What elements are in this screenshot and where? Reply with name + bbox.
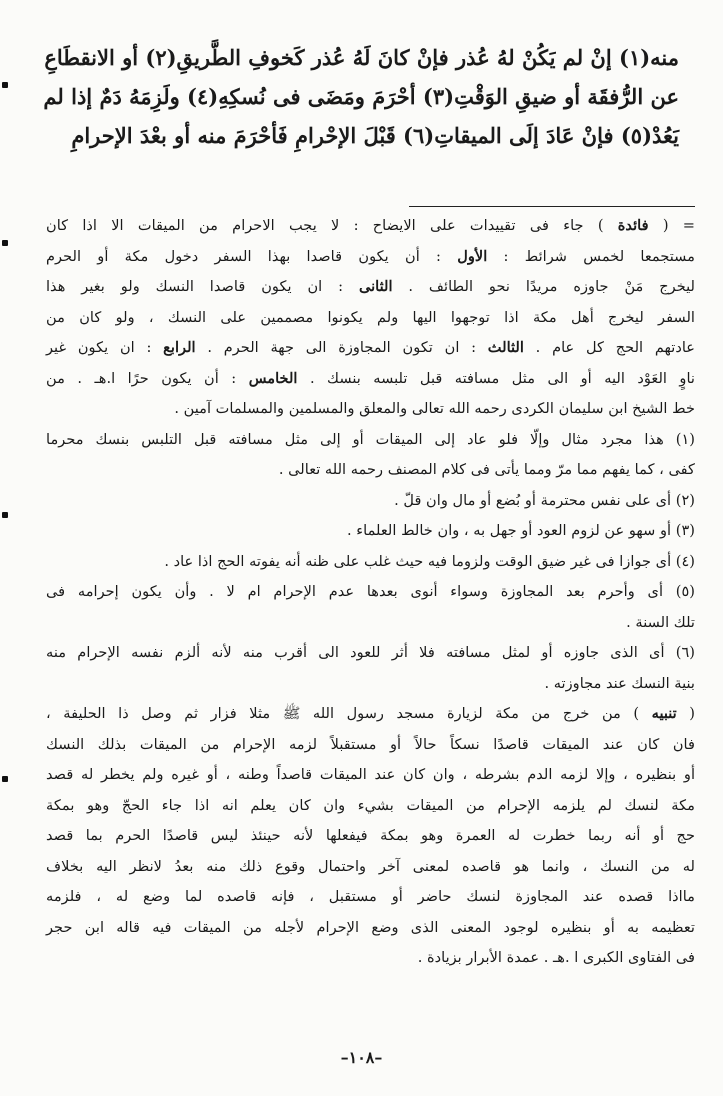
footnote-line [46, 791, 695, 822]
footnote-keyword: الخامس [248, 369, 298, 387]
footnote-keyword: فائدة [617, 217, 649, 234]
footnote-text: (٣) أو سهو عن لزوم العود أو جهل به ، وان خالط العلماء . [347, 522, 695, 539]
footnote-line [46, 242, 695, 273]
footnote-line [46, 852, 695, 883]
footnote-text: (٥) أى وأحرم بعد المجاوزة وسواء أنوى بعدها عدم الإحرام ام لا . وأن يكون إحرامه فى [46, 583, 695, 600]
footnote-text: مكة لنسك لم يلزمه الإحرام من الميقات بشيء وان كان يعلم انه اذا جاء الحجّ وهو بمكة [46, 796, 695, 814]
footnote-line [46, 730, 695, 761]
footnote-keyword: الرابع [163, 339, 196, 356]
footnote-text: فى الفتاوى الكبرى ا .هـ . عمدة الأبرار بزيادة . [417, 949, 695, 966]
footnote-keyword: الثانى [358, 278, 393, 295]
scan-mark [2, 82, 8, 88]
main-line: يَعُدْ(٥) فإنْ عَادَ إلَى الميقاتِ(٦) قَبْلَ الإحْرامِ فَأحْرَمَ منه أو بعْدَ الإحرامِ [71, 123, 679, 148]
footnote-keyword: تنبيه [651, 705, 677, 722]
footnote-text: مستجمعا لخمس شرائط : [487, 247, 696, 265]
footnote-text: بنية النسك عند مجاوزته . [544, 674, 695, 692]
footnote-text: تلك السنة . [626, 613, 695, 631]
footnote-line [46, 486, 695, 517]
footnote-text: أو بنظيره ، وإلا لزمه الدم بشرطه ، وان كان عند الميقات قاصداً وطنه ، أو غيره ولم يخطر له قصد [46, 766, 695, 783]
footnote-text: (٤) أى جوازا فى غير ضيق الوقت ولزوما فيه حيث غلب على ظنه أنه يفوته الحج اذا عاد . [164, 552, 695, 570]
footnote-line [46, 577, 695, 608]
footnote-text: : ان تكون المجاوزة الى جهة الحرم . [195, 339, 488, 356]
footnote-text: عادتهم الحج كل عام . [523, 339, 695, 356]
footnote-line [46, 608, 695, 639]
footnotes [46, 211, 695, 974]
main-line: منه(١) إنْ لم يَكُنْ لهُ عُذر فإنْ كانَ لَهُ عُذر كَخوفِ الطَّريقِ(٢) أو الانقطَاعِ [44, 45, 679, 70]
main-line: عن الرُّفقَة أو ضيقِ الوَقْتِ(٣) أحْرَمَ ومَضَى فى نُسكِهِ(٤) ولَزِمَهُ دَمٌ إذا لم [43, 84, 679, 109]
footnote-text: مااذا قصده عند المجاوزة لنسك حاضر أو مستقبل ، فإنه قاصده لما وضع له ، فلزمه [46, 888, 695, 905]
footnote-text: : أن يكون حرًا ا.هـ . من [46, 369, 249, 387]
footnote-line [46, 364, 695, 395]
footnote-keyword: الأول [457, 247, 488, 265]
footnote-line [46, 638, 695, 669]
footnote-line [46, 913, 695, 944]
footnote-line [46, 425, 695, 456]
footnote-text: : ان يكون غير [46, 339, 164, 356]
footnote-text: تعظيمه به أو بنظيره لوجود المعنى الذى وضع الإحرام لأجله من الميقات فيه قاله ابن حجر [46, 918, 695, 936]
scan-mark [2, 512, 8, 518]
footnote-text: = ( [648, 217, 695, 234]
footnote-line [46, 272, 695, 303]
main-text [43, 38, 679, 155]
footnote-text: (٢) أى على نفس محترمة أو بُضع أو مال وان قلّ . [394, 491, 695, 509]
footnote-text: (٦) أى الذى جاوزه أو لمثل مسافته فلا أثر للعود الى أقرب منه لأنه ألزم نفسه الإحرام منه [46, 644, 695, 661]
footnote-line [46, 516, 695, 547]
footnote-line [46, 394, 695, 425]
page-number: –١٠٨– [340, 1048, 383, 1067]
footnote-separator [409, 206, 695, 207]
footnote-text: السفر ليخرج أهل مكة اذا توجهوا اليها ولم يكونوا مصممين على النسك ، ولو كان من [46, 308, 695, 326]
footnote-line [46, 669, 695, 700]
footnote-text: كفى ، كما يفهم مما مرّ ومما يأتى فى كلام المصنف رحمه الله تعالى . [278, 461, 695, 478]
footnote-line [46, 760, 695, 791]
footnote-text: ( [676, 705, 695, 722]
footnote-text: ليخرج مَنْ جاوزه مريدًا نحو الطائف . [392, 278, 696, 295]
footnote-line [46, 211, 695, 242]
scan-mark [2, 776, 8, 782]
scan-mark [2, 240, 8, 246]
footnote-line [46, 333, 695, 364]
footnote-text: : أن يكون قاصدا بهذا السفر دخول مكة أو الحرم [46, 247, 458, 265]
footnote-text: : ان يكون قاصدا النسك ولو بغير هذا [46, 278, 359, 295]
footnote-text: ناوٍ العَوْد اليه أو الى مثل مسافته قبل تلبسه بنسك . [297, 369, 695, 387]
footnote-line [46, 943, 695, 974]
footnote-line [46, 455, 695, 486]
footnote-text: ) جاء فى تقييدات على الايضاح : لا يجب الاحرام من الميقات الا اذا كان [46, 217, 618, 234]
footnote-line [46, 699, 695, 730]
footnote-text: (١) هذا مجرد مثال وإلّا فلو عاد إلى الميقات أو إلى مثل مسافته قبل التلبس بنسك محرما [46, 430, 695, 448]
footnote-text: خط الشيخ ابن سليمان الكردى رحمه الله تعالى والمعلق والمسلمين والمسلمات آمين . [174, 400, 695, 417]
footnote-keyword: الثالث [487, 339, 524, 356]
footnote-line [46, 303, 695, 334]
footnote-text: حج أو أنه ربما خطرت له العمرة وهو بمكة فيفعلها لأنه حينئذ ليس قاصدًا الحرم بما قصد [46, 827, 695, 844]
footnote-text: فان كان عند الميقات قاصدًا نسكاً حالاً أو مستقبلاً لزمه الإحرام من الميقات بذلك النسك [46, 735, 695, 753]
footnote-line [46, 821, 695, 852]
footnote-line [46, 882, 695, 913]
footnote-line [46, 547, 695, 578]
footnote-text: ) من خرج من مكة لزيارة مسجد رسول الله ﷺ مثلا فزار ثم وصل ذا الحليفة ، [46, 705, 652, 722]
footnote-text: له من النسك ، وانما هو قاصده لمعنى آخر واحتمال وقوع ذلك منه بعدُ لانظر اليه بخلاف [46, 857, 695, 875]
